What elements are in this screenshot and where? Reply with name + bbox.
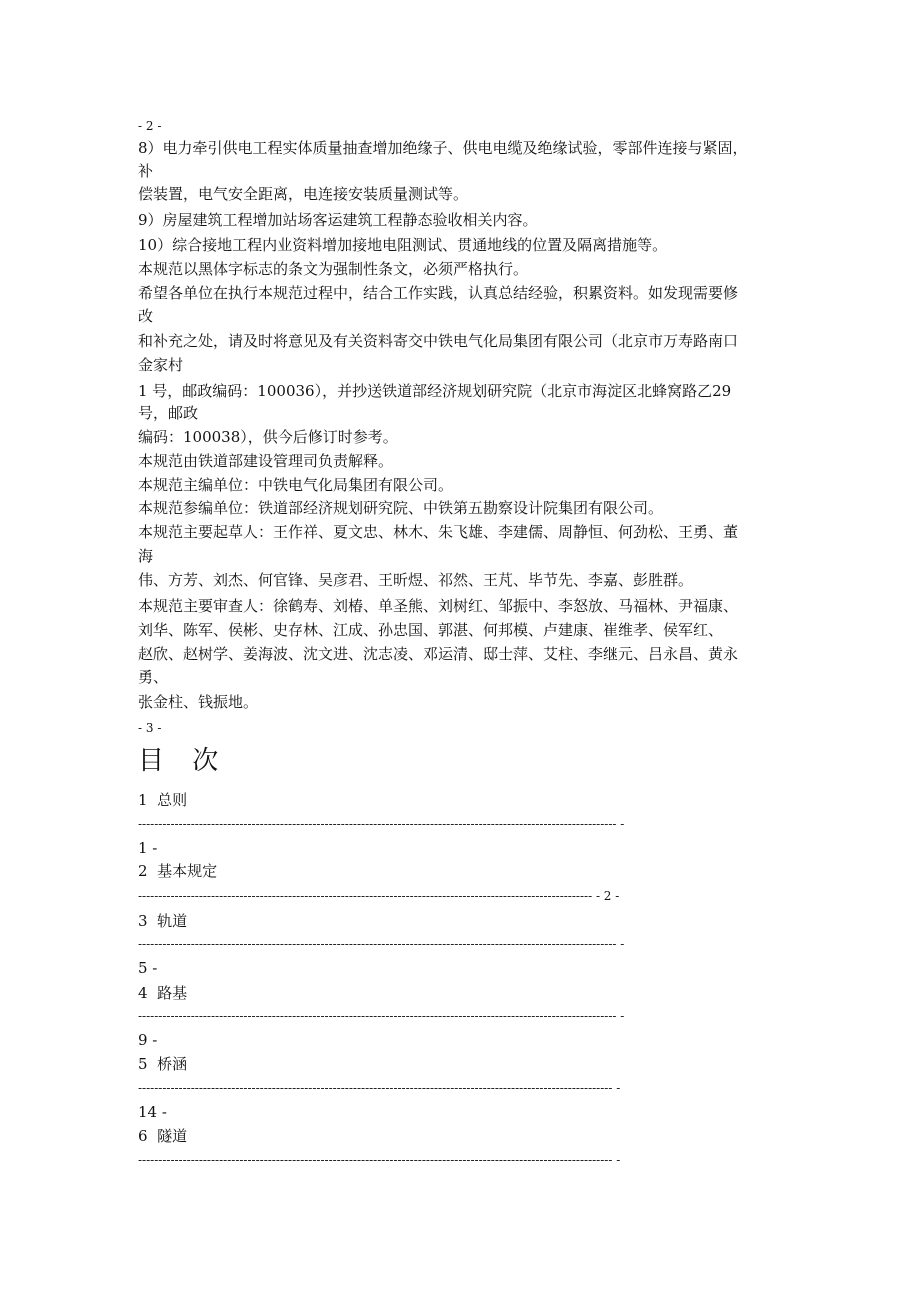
toc-entry-leader: ---------------------------------------------------------------------------------------------------------------- - 2 - xyxy=(138,889,620,903)
body-line: 偿装置，电气安全距离，电连接安装质量测试等。 xyxy=(138,185,469,203)
toc-entry-page: 9 - xyxy=(138,1031,158,1049)
body-line: 号，邮政 xyxy=(138,404,199,422)
page-marker: - 2 - xyxy=(138,119,162,133)
body-line: 希望各单位在执行本规范过程中，结合工作实践，认真总结经验，积累资料。如发现需要修 xyxy=(138,284,739,302)
body-line: 10）综合接地工程内业资料增加接地电阻测试、贯通地线的位置及隔离措施等。 xyxy=(138,236,668,254)
body-line: 9）房屋建筑工程增加站场客运建筑工程静态验收相关内容。 xyxy=(138,211,538,229)
body-line: 张金柱、钱振地。 xyxy=(138,693,259,711)
toc-entry-label: 6 隧道 xyxy=(138,1127,188,1145)
toc-entry-label: 1 总则 xyxy=(138,791,188,809)
body-line: 本规范由铁道部建设管理司负责解释。 xyxy=(138,452,394,470)
body-line: 金家村 xyxy=(138,356,184,374)
toc-entry-label: 2 基本规定 xyxy=(138,862,218,880)
toc-entry-leader: ---------------------------------------------------------------------------------------------------------------------- - xyxy=(138,817,625,831)
body-line: 刘华、陈军、侯彬、史存林、江成、孙忠国、郭湛、何邦模、卢建康、崔维孝、侯军红、 xyxy=(138,621,724,639)
toc-entry-label: 3 轨道 xyxy=(138,912,188,930)
toc-entry-leader: ---------------------------------------------------------------------------------------------------------------------- - xyxy=(138,937,625,951)
body-line: 本规范主要审查人：徐鹤寿、刘椿、单圣熊、刘树红、邹振中、李怒放、马福林、尹福康、 xyxy=(138,597,739,615)
body-line: 本规范主编单位：中铁电气化局集团有限公司。 xyxy=(138,476,454,494)
body-line: 补 xyxy=(138,162,154,180)
body-line: 1 号，邮政编码：100036），并抄送铁道部经济规划研究院（北京市海淀区北蜂窝路乙29 xyxy=(138,382,732,400)
body-line: 勇、 xyxy=(138,668,169,686)
body-line: 本规范参编单位：铁道部经济规划研究院、中铁第五勘察设计院集团有限公司。 xyxy=(138,499,664,517)
toc-entry-leader: --------------------------------------------------------------------------------------------------------------------- - xyxy=(138,1081,621,1095)
body-line: 本规范主要起草人：王作祥、夏文忠、林木、朱飞雄、李建儒、周静恒、何劲松、王勇、董 xyxy=(138,523,739,541)
toc-entry-page: 5 - xyxy=(138,959,158,977)
body-line: 编码：100038），供今后修订时参考。 xyxy=(138,428,398,446)
body-line: 本规范以黑体字标志的条文为强制性条文，必须严格执行。 xyxy=(138,260,529,278)
body-line: 改 xyxy=(138,307,154,325)
page-marker: - 3 - xyxy=(138,721,162,735)
body-line: 8）电力牵引供电工程实体质量抽查增加绝缘子、供电电缆及绝缘试验，零部件连接与紧固， xyxy=(138,139,748,157)
body-line: 和补充之处，请及时将意见及有关资料寄交中铁电气化局集团有限公司（北京市万寿路南口 xyxy=(138,332,739,350)
body-line: 海 xyxy=(138,547,154,565)
toc-entry-label: 4 路基 xyxy=(138,984,188,1002)
toc-entry-leader: ---------------------------------------------------------------------------------------------------------------------- - xyxy=(138,1009,625,1023)
toc-entry-leader: --------------------------------------------------------------------------------------------------------------------- - xyxy=(138,1153,621,1167)
body-line: 赵欣、赵树学、姜海波、沈文进、沈志凌、邓运清、邸士萍、艾柱、李继元、吕永昌、黄永 xyxy=(138,645,739,663)
body-line: 伟、方芳、刘杰、何官锋、吴彦君、王昕煜、祁然、王芃、毕节先、李嘉、彭胜群。 xyxy=(138,571,694,589)
toc-entry-page: 14 - xyxy=(138,1103,167,1121)
toc-entry-page: 1 - xyxy=(138,839,158,857)
toc-title: 目 次 xyxy=(138,746,229,776)
toc-entry-label: 5 桥涵 xyxy=(138,1055,188,1073)
